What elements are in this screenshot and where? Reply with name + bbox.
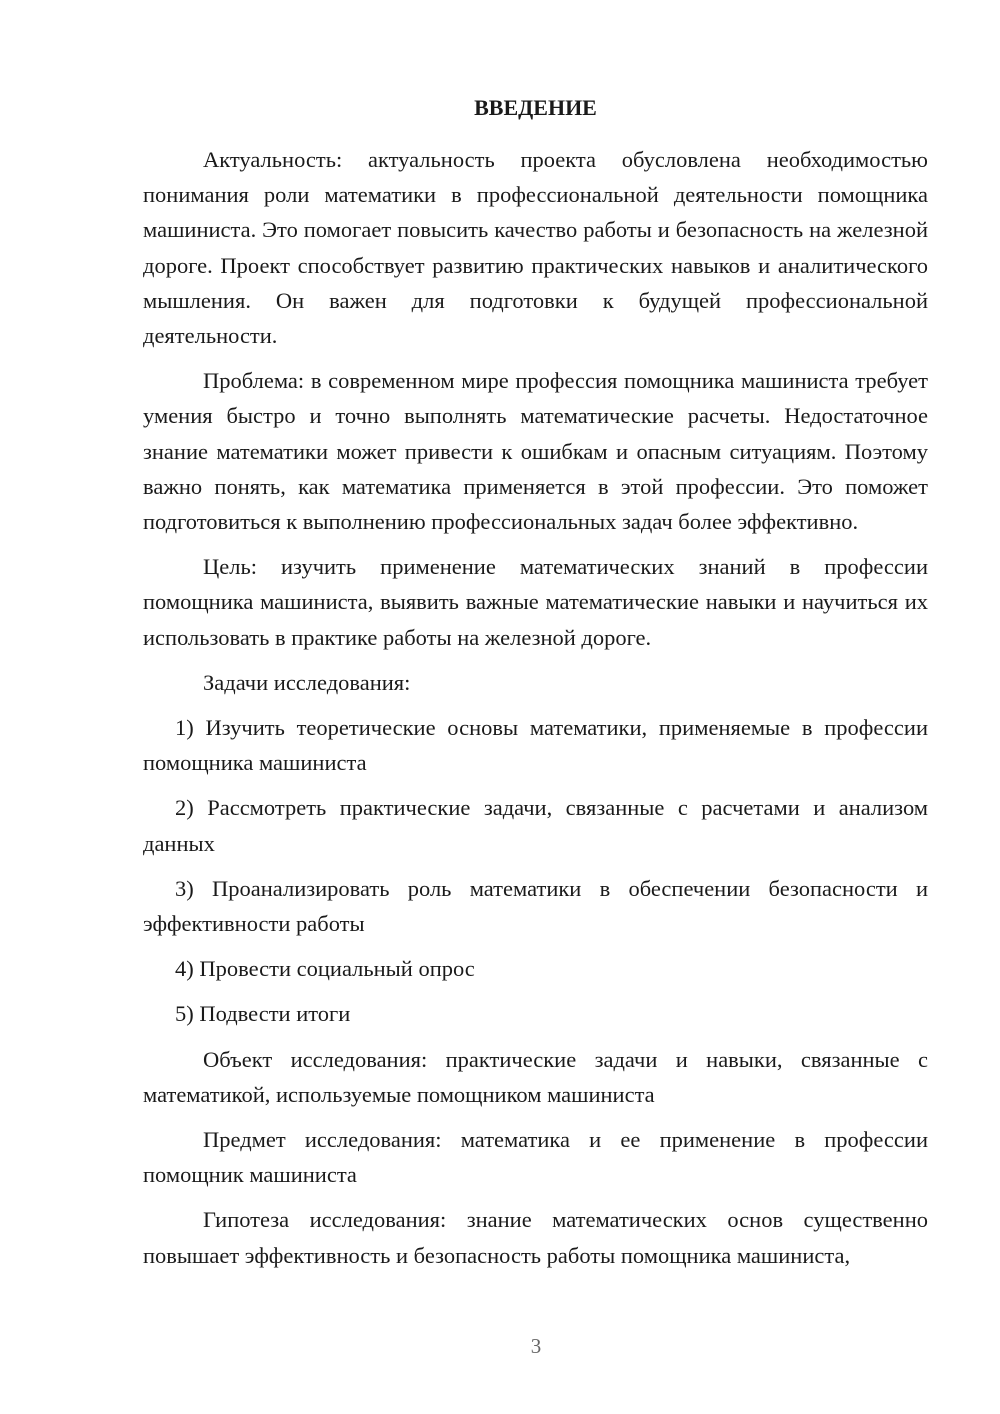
- paragraph-object: Объект исследования: практические задачи и навыки, связанные с математикой, используемые помощником машиниста: [143, 1046, 928, 1107]
- paragraph-goal: Цель: изучить применение математических знаний в профессии помощника машиниста, выявить важные математические навыки и научиться их использовать в практике работы на железной дороге.: [143, 554, 928, 650]
- list-item: 2) Рассмотреть практические задачи, связанные с расчетами и анализом данных: [143, 795, 928, 856]
- paragraph-problem: Проблема: в современном мире профессия помощника машиниста требует умения быстро и точно выполнять математические расчеты. Недостаточное знание математики может привести к ошибкам и опасным ситуациям. Поэтому важно понять, как математика применяется в этой профессии. Это поможет подготовиться к выполнению профессиональных задач более эффективно.: [143, 368, 928, 535]
- document-page: [143, 92, 928, 1283]
- paragraph-hypothesis: Гипотеза исследования: знание математических основ существенно повышает эффективность и безопасность работы помощника машиниста,: [143, 1207, 928, 1268]
- page-number: 3: [530, 1334, 542, 1358]
- paragraph-tasks-heading: Задачи исследования:: [203, 669, 411, 695]
- page-title: ВВЕДЕНИЕ: [474, 95, 597, 120]
- paragraph-relevance: Актуальность: актуальность проекта обусловлена необходимостью понимания роли математики в профессиональной деятельности помощника машиниста. Это помогает повысить качество работы и безопасность на железной дороге. Проект способствует развитию практических навыков и аналитического мышления. Он важен для подготовки к будущей профессиональной деятельности.: [143, 147, 928, 349]
- list-item: 1) Изучить теоретические основы математики, применяемые в профессии помощника машиниста: [143, 715, 928, 776]
- list-item: 4) Провести социальный опрос: [175, 956, 475, 982]
- paragraph-subject: Предмет исследования: математика и ее применение в профессии помощник машиниста: [143, 1127, 928, 1188]
- list-item: 5) Подвести итоги: [175, 1001, 351, 1027]
- list-item: 3) Проанализировать роль математики в обеспечении безопасности и эффективности работы: [143, 875, 928, 937]
